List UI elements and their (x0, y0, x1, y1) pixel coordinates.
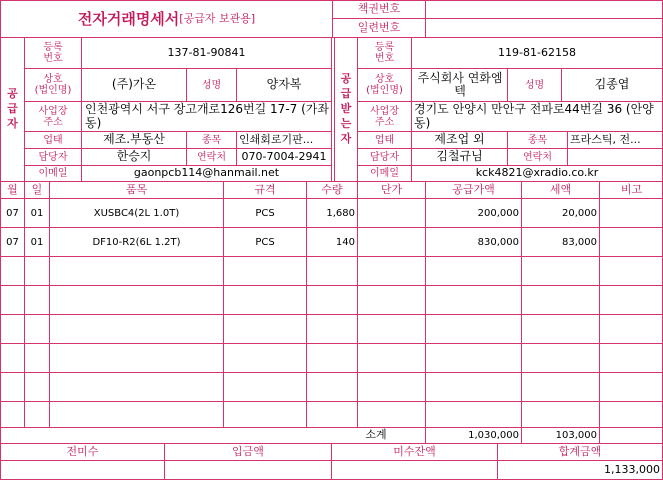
receiver-address: 경기도 안양시 만안구 전파로44번길 36 (안양동) (414, 102, 654, 130)
table-cell-month (1, 402, 24, 430)
receiver-address-label: 사업장 주소 (370, 105, 399, 128)
supplier-contact-label: 연락처 (197, 151, 226, 163)
column-header-month: 월 (7, 182, 18, 196)
table-cell-month (1, 344, 24, 372)
table-cell-unit-price (358, 315, 423, 343)
subtotal-label: 소계 (365, 428, 387, 442)
table-cell-qty (307, 315, 355, 343)
table-cell-remark (600, 344, 663, 372)
table-cell-supply-amount: 200,000 (477, 207, 519, 219)
table-cell-tax (522, 402, 597, 430)
table-cell-spec: PCS (255, 236, 275, 248)
table-cell-day: 01 (30, 207, 44, 219)
supplier-ceo: 양자복 (266, 77, 302, 92)
footer-total-label: 합계금액 (558, 444, 602, 458)
table-cell-month (1, 286, 24, 314)
table-cell-unit-price (358, 286, 423, 314)
supplier-email: gaonpcb114@hanmail.net (133, 166, 280, 180)
receiver-manager: 김철규님 (436, 149, 483, 164)
table-cell-remark (600, 257, 663, 285)
supplier-business-type-label: 업태 (43, 134, 63, 146)
receiver-email: kck4821@xradio.co.kr (475, 166, 599, 180)
book-number-value (426, 1, 662, 18)
serial-number-value (426, 19, 662, 37)
supplier-manager-label: 담당자 (38, 151, 68, 163)
table-cell-item: DF10-R2(6L 1.2T) (92, 236, 181, 248)
table-cell-supply-amount (426, 402, 519, 430)
table-cell-item (50, 257, 223, 285)
table-cell-day (25, 402, 49, 430)
table-cell-day (25, 286, 49, 314)
column-header-tax: 세액 (549, 182, 572, 196)
table-cell-tax (522, 286, 597, 314)
table-cell-month: 07 (6, 236, 19, 248)
table-cell-unit-price (358, 257, 423, 285)
supplier-email-label: 이메일 (38, 168, 68, 179)
receiver-business-item: 프라스틱, 전... (570, 132, 641, 146)
table-cell-remark (600, 373, 663, 401)
supplier-reg-no-label: 등록 번호 (43, 42, 63, 64)
table-cell-item: XUSBC4(2L 1.0T) (93, 207, 180, 219)
supplier-reg-no: 137-81-90841 (167, 45, 246, 59)
column-header-item: 품목 (125, 182, 148, 196)
table-cell-remark (600, 228, 663, 256)
table-cell-spec (224, 373, 306, 401)
supplier-business-type: 제조.부동산 (103, 132, 165, 147)
table-cell-qty (307, 344, 355, 372)
table-cell-qty (307, 257, 355, 285)
table-cell-remark (600, 199, 663, 227)
document-title-area (1, 1, 332, 37)
table-cell-spec (224, 402, 306, 430)
table-cell-tax (522, 373, 597, 401)
column-header-unit-price: 단가 (380, 182, 403, 196)
footer-deposit-label: 입금액 (232, 444, 264, 458)
receiver-manager-label: 담당자 (370, 151, 399, 163)
table-cell-unit-price (358, 373, 423, 401)
table-cell-tax (522, 315, 597, 343)
footer-balance-label: 미수잔액 (393, 444, 436, 458)
receiver-ceo: 김종엽 (594, 77, 630, 92)
table-cell-unit-price (358, 344, 423, 372)
table-cell-supply-amount (426, 257, 519, 285)
column-header-day: 일 (31, 182, 43, 196)
receiver-company-label: 상호 (법인명) (366, 74, 403, 96)
supplier-company-label: 상호 (법인명) (34, 74, 72, 96)
table-cell-qty (307, 373, 355, 401)
receiver-business-type: 제조업 외 (434, 132, 485, 147)
receiver-business-item-label: 종목 (527, 134, 548, 146)
subtotal-supply-amount: 1,030,000 (468, 430, 519, 441)
table-cell-unit-price (358, 402, 423, 430)
table-cell-day (25, 257, 49, 285)
supplier-contact: 070-7004-2941 (241, 149, 327, 163)
subtotal-tax: 103,000 (555, 430, 597, 441)
table-cell-month (1, 373, 24, 401)
table-cell-unit-price (358, 199, 423, 227)
table-cell-day (25, 373, 49, 401)
table-cell-tax (522, 344, 597, 372)
table-cell-item (50, 373, 223, 401)
column-header-qty: 수량 (321, 182, 343, 196)
table-cell-tax (522, 257, 597, 285)
table-cell-spec: PCS (255, 207, 275, 219)
supplier-address: 인천광역시 서구 장고개로126번길 17-7 (가좌동) (85, 102, 329, 130)
table-cell-qty: 1,680 (326, 207, 355, 219)
table-cell-day: 01 (30, 236, 44, 248)
receiver-business-type-label: 업태 (374, 134, 395, 146)
column-header-remark: 비고 (620, 182, 643, 196)
table-cell-spec (224, 257, 306, 285)
table-cell-tax: 20,000 (562, 207, 597, 219)
table-cell-spec (224, 344, 306, 372)
table-cell-unit-price (358, 228, 423, 256)
column-header-spec: 규격 (254, 182, 276, 196)
document-title: 전자거래명세서 (77, 9, 180, 28)
table-cell-month (1, 315, 24, 343)
receiver-ceo-label: 성명 (524, 79, 545, 91)
table-cell-item (50, 286, 223, 314)
receiver-reg-no: 119-81-62158 (498, 45, 576, 59)
document-subtitle: [공급자 보관용] (179, 11, 256, 25)
table-cell-remark (600, 402, 663, 430)
supplier-business-item-label: 종목 (201, 134, 222, 146)
table-cell-item (50, 344, 223, 372)
receiver-side-label: 공 급 받 는 자 (340, 72, 352, 145)
receiver-company-name: 주식회사 연화엠텍 (417, 70, 503, 98)
table-cell-supply-amount (426, 373, 519, 401)
table-cell-month: 07 (6, 207, 19, 219)
column-header-supply-amount: 공급가액 (452, 182, 495, 196)
table-cell-item (50, 402, 223, 430)
supplier-address-label: 사업장 주소 (38, 105, 68, 128)
table-cell-qty: 140 (335, 236, 355, 248)
table-cell-spec (224, 315, 306, 343)
receiver-reg-no-label: 등록 번호 (374, 42, 395, 64)
receiver-contact-label: 연락처 (523, 151, 552, 163)
table-cell-supply-amount (426, 286, 519, 314)
table-cell-day (25, 315, 49, 343)
table-cell-supply-amount (426, 344, 519, 372)
serial-number-label: 일련번호 (357, 20, 401, 34)
supplier-side-label: 공 급 자 (7, 87, 18, 130)
table-cell-supply-amount: 830,000 (477, 236, 519, 248)
table-cell-spec (224, 286, 306, 314)
footer-outstanding-label: 전미수 (66, 444, 99, 458)
table-cell-month (1, 257, 24, 285)
footer-total-amount: 1,133,000 (604, 463, 660, 477)
supplier-company-name: (주)가온 (111, 77, 157, 92)
book-number-label: 책권번호 (357, 2, 401, 16)
table-cell-qty (307, 402, 355, 430)
table-cell-item (50, 315, 223, 343)
supplier-manager: 한승지 (116, 149, 152, 164)
receiver-contact (568, 149, 662, 165)
table-cell-remark (600, 315, 663, 343)
table-cell-remark (600, 286, 663, 314)
supplier-business-item: 인쇄회로기판... (239, 132, 314, 146)
table-cell-qty (307, 286, 355, 314)
table-cell-supply-amount (426, 315, 519, 343)
receiver-email-label: 이메일 (370, 168, 399, 179)
table-cell-tax: 83,000 (562, 236, 597, 248)
supplier-ceo-label: 성명 (201, 79, 222, 91)
table-cell-day (25, 344, 49, 372)
